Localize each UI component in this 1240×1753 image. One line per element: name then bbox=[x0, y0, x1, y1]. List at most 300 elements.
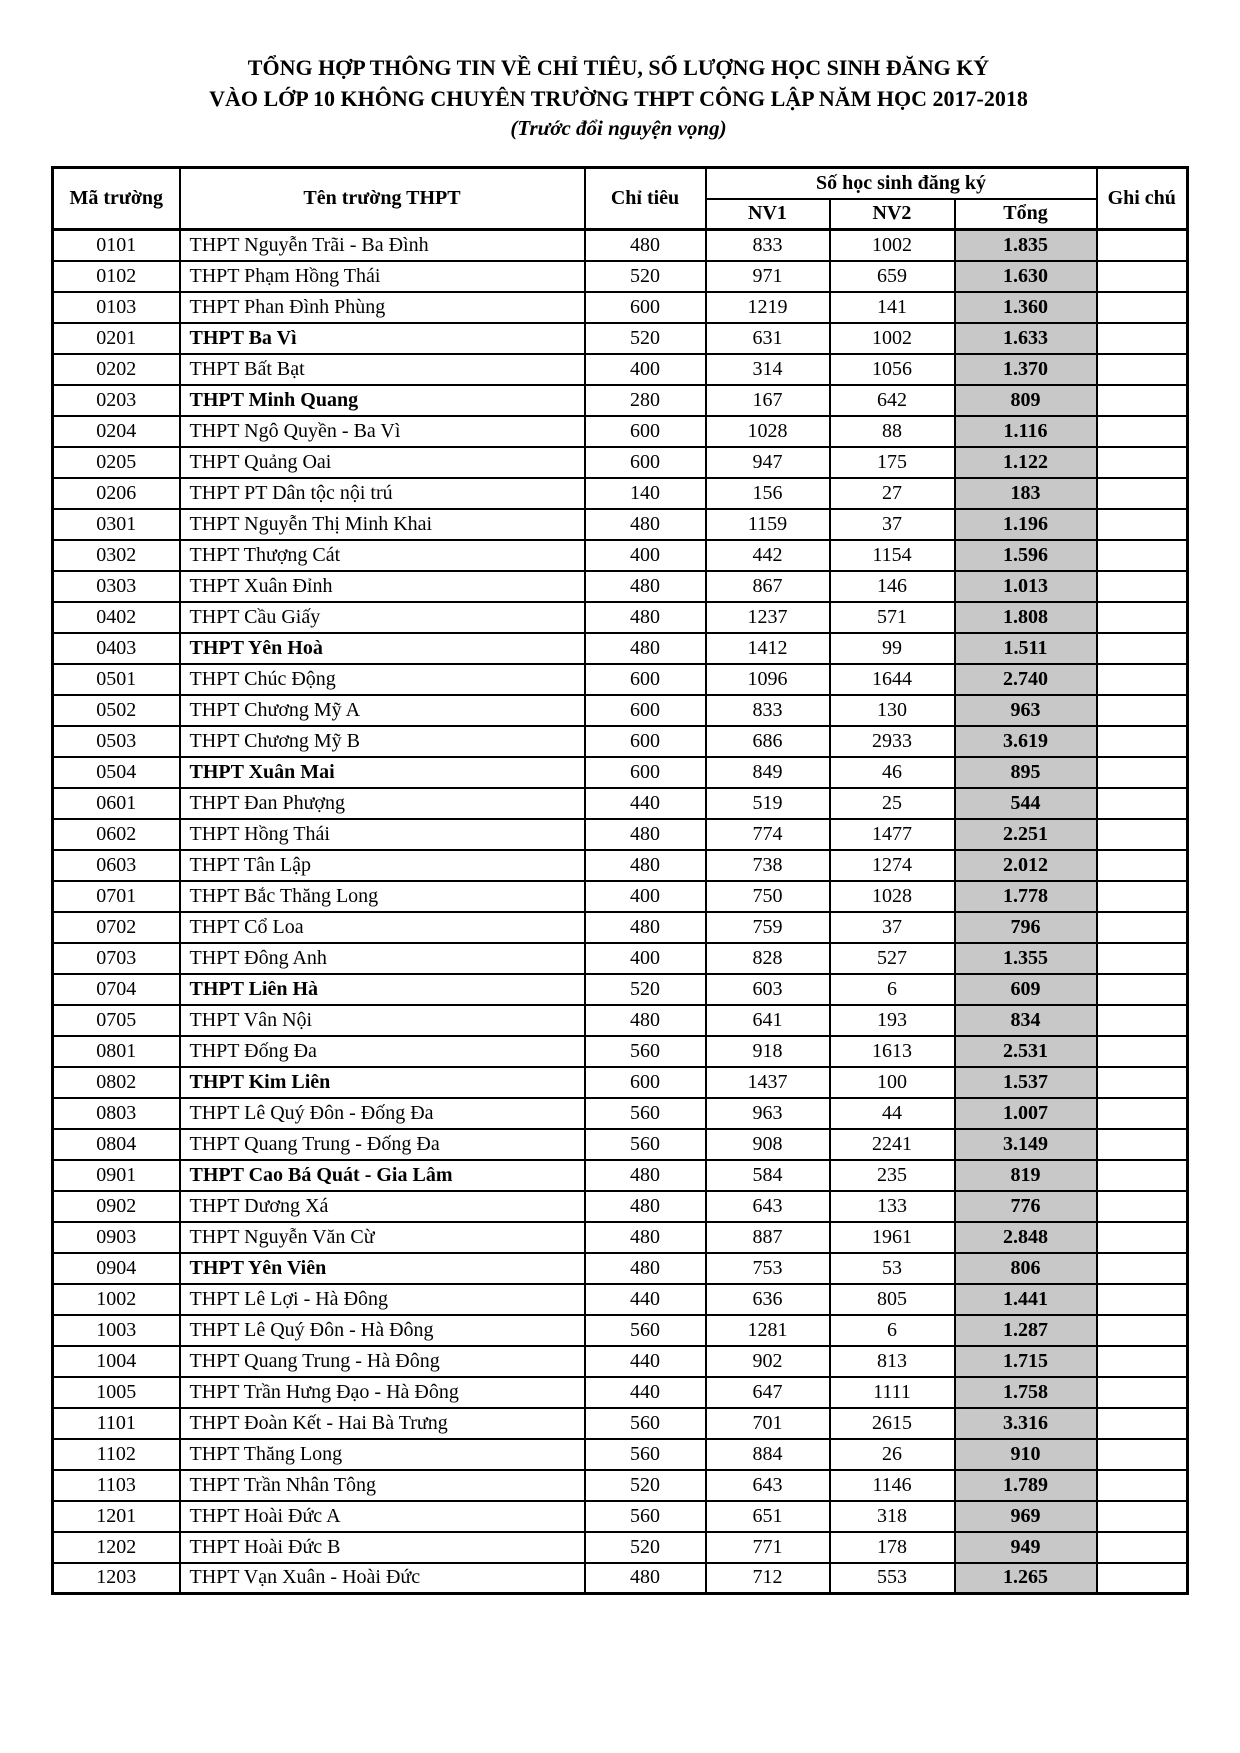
cell-nv1: 1159 bbox=[706, 509, 830, 540]
cell-code: 0704 bbox=[53, 974, 180, 1005]
cell-nv1: 643 bbox=[706, 1191, 830, 1222]
table-row bbox=[53, 1470, 1188, 1501]
cell-code: 0804 bbox=[53, 1129, 180, 1160]
cell-nv2: 805 bbox=[830, 1284, 955, 1315]
cell-quota: 440 bbox=[585, 1284, 706, 1315]
cell-name: THPT Quang Trung - Hà Đông bbox=[180, 1346, 585, 1377]
cell-note bbox=[1097, 788, 1188, 819]
cell-name: THPT Nguyễn Văn Cừ bbox=[180, 1222, 585, 1253]
cell-name: THPT Hoài Đức B bbox=[180, 1532, 585, 1563]
cell-nv2: 27 bbox=[830, 478, 955, 509]
cell-name: THPT Lê Quý Đôn - Hà Đông bbox=[180, 1315, 585, 1346]
cell-nv2: 2615 bbox=[830, 1408, 955, 1439]
cell-total: 895 bbox=[955, 757, 1097, 788]
cell-note bbox=[1097, 726, 1188, 757]
cell-note bbox=[1097, 1222, 1188, 1253]
cell-code: 0103 bbox=[53, 292, 180, 323]
cell-note bbox=[1097, 261, 1188, 292]
cell-name: THPT Vạn Xuân - Hoài Đức bbox=[180, 1563, 585, 1594]
cell-quota: 440 bbox=[585, 1346, 706, 1377]
cell-note bbox=[1097, 292, 1188, 323]
cell-code: 0202 bbox=[53, 354, 180, 385]
cell-quota: 560 bbox=[585, 1408, 706, 1439]
table-row bbox=[53, 664, 1188, 695]
cell-name: THPT Đống Đa bbox=[180, 1036, 585, 1067]
cell-note bbox=[1097, 571, 1188, 602]
cell-name: THPT Ba Vì bbox=[180, 323, 585, 354]
cell-note bbox=[1097, 1315, 1188, 1346]
cell-quota: 480 bbox=[585, 1222, 706, 1253]
cell-nv2: 88 bbox=[830, 416, 955, 447]
cell-nv2: 130 bbox=[830, 695, 955, 726]
cell-total: 3.619 bbox=[955, 726, 1097, 757]
table-row bbox=[53, 571, 1188, 602]
cell-code: 0701 bbox=[53, 881, 180, 912]
table-row bbox=[53, 509, 1188, 540]
cell-code: 1003 bbox=[53, 1315, 180, 1346]
cell-nv2: 2241 bbox=[830, 1129, 955, 1160]
cell-code: 0705 bbox=[53, 1005, 180, 1036]
cell-code: 0903 bbox=[53, 1222, 180, 1253]
cell-total: 1.007 bbox=[955, 1098, 1097, 1129]
cell-quota: 520 bbox=[585, 1532, 706, 1563]
cell-quota: 520 bbox=[585, 974, 706, 1005]
cell-nv1: 753 bbox=[706, 1253, 830, 1284]
cell-quota: 600 bbox=[585, 447, 706, 478]
cell-note bbox=[1097, 1563, 1188, 1594]
cell-quota: 480 bbox=[585, 571, 706, 602]
cell-note bbox=[1097, 416, 1188, 447]
cell-nv2: 1154 bbox=[830, 540, 955, 571]
cell-nv1: 314 bbox=[706, 354, 830, 385]
cell-code: 0702 bbox=[53, 912, 180, 943]
cell-nv2: 2933 bbox=[830, 726, 955, 757]
cell-code: 0502 bbox=[53, 695, 180, 726]
cell-name: THPT Vân Nội bbox=[180, 1005, 585, 1036]
cell-nv1: 884 bbox=[706, 1439, 830, 1470]
cell-nv2: 1146 bbox=[830, 1470, 955, 1501]
cell-note bbox=[1097, 1253, 1188, 1284]
cell-code: 1005 bbox=[53, 1377, 180, 1408]
cell-name: THPT Trần Hưng Đạo - Hà Đông bbox=[180, 1377, 585, 1408]
cell-quota: 600 bbox=[585, 416, 706, 447]
cell-note bbox=[1097, 1439, 1188, 1470]
table-row bbox=[53, 912, 1188, 943]
table-body bbox=[53, 230, 1188, 1594]
table-row bbox=[53, 1129, 1188, 1160]
cell-code: 0203 bbox=[53, 385, 180, 416]
cell-quota: 600 bbox=[585, 726, 706, 757]
cell-quota: 440 bbox=[585, 1377, 706, 1408]
cell-nv1: 771 bbox=[706, 1532, 830, 1563]
cell-total: 834 bbox=[955, 1005, 1097, 1036]
table-row bbox=[53, 602, 1188, 633]
cell-note bbox=[1097, 881, 1188, 912]
cell-code: 0601 bbox=[53, 788, 180, 819]
table-row bbox=[53, 416, 1188, 447]
cell-nv2: 146 bbox=[830, 571, 955, 602]
cell-nv1: 519 bbox=[706, 788, 830, 819]
cell-name: THPT Hồng Thái bbox=[180, 819, 585, 850]
cell-nv2: 1111 bbox=[830, 1377, 955, 1408]
table-row bbox=[53, 633, 1188, 664]
cell-quota: 600 bbox=[585, 757, 706, 788]
cell-name: THPT Lê Quý Đôn - Đống Đa bbox=[180, 1098, 585, 1129]
table-row bbox=[53, 974, 1188, 1005]
cell-name: THPT Đan Phượng bbox=[180, 788, 585, 819]
cell-name: THPT Bắc Thăng Long bbox=[180, 881, 585, 912]
cell-nv2: 37 bbox=[830, 912, 955, 943]
cell-total: 544 bbox=[955, 788, 1097, 819]
cell-code: 1101 bbox=[53, 1408, 180, 1439]
cell-quota: 480 bbox=[585, 230, 706, 261]
cell-quota: 480 bbox=[585, 912, 706, 943]
cell-total: 809 bbox=[955, 385, 1097, 416]
cell-code: 1202 bbox=[53, 1532, 180, 1563]
cell-note bbox=[1097, 912, 1188, 943]
cell-name: THPT Nguyễn Trãi - Ba Đình bbox=[180, 230, 585, 261]
cell-nv1: 1219 bbox=[706, 292, 830, 323]
cell-total: 1.808 bbox=[955, 602, 1097, 633]
table-row bbox=[53, 230, 1188, 261]
cell-nv2: 553 bbox=[830, 1563, 955, 1594]
cell-name: THPT Phan Đình Phùng bbox=[180, 292, 585, 323]
cell-note bbox=[1097, 1160, 1188, 1191]
cell-code: 0503 bbox=[53, 726, 180, 757]
cell-total: 1.360 bbox=[955, 292, 1097, 323]
cell-code: 1102 bbox=[53, 1439, 180, 1470]
cell-nv1: 902 bbox=[706, 1346, 830, 1377]
cell-nv2: 1613 bbox=[830, 1036, 955, 1067]
cell-nv2: 1961 bbox=[830, 1222, 955, 1253]
cell-nv1: 647 bbox=[706, 1377, 830, 1408]
cell-name: THPT Xuân Đỉnh bbox=[180, 571, 585, 602]
cell-nv2: 642 bbox=[830, 385, 955, 416]
cell-quota: 480 bbox=[585, 1005, 706, 1036]
cell-quota: 600 bbox=[585, 292, 706, 323]
cell-nv1: 686 bbox=[706, 726, 830, 757]
header-registered-group: Số học sinh đăng ký bbox=[706, 168, 1097, 199]
cell-nv1: 584 bbox=[706, 1160, 830, 1191]
cell-code: 0402 bbox=[53, 602, 180, 633]
cell-code: 0504 bbox=[53, 757, 180, 788]
table-row bbox=[53, 850, 1188, 881]
cell-total: 2.740 bbox=[955, 664, 1097, 695]
cell-nv1: 971 bbox=[706, 261, 830, 292]
cell-code: 0501 bbox=[53, 664, 180, 695]
cell-note bbox=[1097, 664, 1188, 695]
cell-quota: 400 bbox=[585, 354, 706, 385]
table-row bbox=[53, 819, 1188, 850]
cell-code: 0102 bbox=[53, 261, 180, 292]
cell-nv2: 6 bbox=[830, 974, 955, 1005]
cell-code: 1203 bbox=[53, 1563, 180, 1594]
cell-total: 1.013 bbox=[955, 571, 1097, 602]
cell-code: 1201 bbox=[53, 1501, 180, 1532]
cell-code: 0602 bbox=[53, 819, 180, 850]
cell-nv1: 963 bbox=[706, 1098, 830, 1129]
cell-nv2: 44 bbox=[830, 1098, 955, 1129]
cell-name: THPT Phạm Hồng Thái bbox=[180, 261, 585, 292]
cell-nv1: 701 bbox=[706, 1408, 830, 1439]
cell-total: 1.758 bbox=[955, 1377, 1097, 1408]
cell-name: THPT Quang Trung - Đống Đa bbox=[180, 1129, 585, 1160]
table-row bbox=[53, 1439, 1188, 1470]
cell-nv1: 631 bbox=[706, 323, 830, 354]
cell-name: THPT Cao Bá Quát - Gia Lâm bbox=[180, 1160, 585, 1191]
cell-nv1: 1096 bbox=[706, 664, 830, 695]
title-line-1: TỔNG HỢP THÔNG TIN VỀ CHỈ TIÊU, SỐ LƯỢNG HỌC SINH ĐĂNG KÝ bbox=[247, 55, 990, 80]
cell-note bbox=[1097, 1036, 1188, 1067]
cell-nv2: 813 bbox=[830, 1346, 955, 1377]
cell-total: 1.196 bbox=[955, 509, 1097, 540]
table-row bbox=[53, 1563, 1188, 1594]
cell-note bbox=[1097, 1346, 1188, 1377]
cell-nv1: 828 bbox=[706, 943, 830, 974]
cell-code: 0302 bbox=[53, 540, 180, 571]
cell-name: THPT Quảng Oai bbox=[180, 447, 585, 478]
header-total: Tổng bbox=[955, 199, 1097, 230]
cell-nv2: 1644 bbox=[830, 664, 955, 695]
header-school-name: Tên trường THPT bbox=[180, 168, 585, 230]
cell-total: 2.531 bbox=[955, 1036, 1097, 1067]
cell-total: 1.835 bbox=[955, 230, 1097, 261]
table-row bbox=[53, 1284, 1188, 1315]
cell-total: 609 bbox=[955, 974, 1097, 1005]
cell-note bbox=[1097, 602, 1188, 633]
cell-code: 0403 bbox=[53, 633, 180, 664]
cell-note bbox=[1097, 850, 1188, 881]
cell-quota: 140 bbox=[585, 478, 706, 509]
cell-nv2: 141 bbox=[830, 292, 955, 323]
table-row bbox=[53, 447, 1188, 478]
cell-note bbox=[1097, 385, 1188, 416]
cell-quota: 560 bbox=[585, 1501, 706, 1532]
title-subtitle: (Trước đổi nguyện vọng) bbox=[510, 116, 727, 140]
cell-name: THPT Dương Xá bbox=[180, 1191, 585, 1222]
cell-nv1: 908 bbox=[706, 1129, 830, 1160]
cell-total: 2.251 bbox=[955, 819, 1097, 850]
title-line-2: VÀO LỚP 10 KHÔNG CHUYÊN TRƯỜNG THPT CÔNG LẬP NĂM HỌC 2017-2018 bbox=[209, 86, 1028, 111]
cell-name: THPT Đông Anh bbox=[180, 943, 585, 974]
cell-note bbox=[1097, 323, 1188, 354]
cell-total: 819 bbox=[955, 1160, 1097, 1191]
cell-total: 949 bbox=[955, 1532, 1097, 1563]
document-title bbox=[51, 52, 1186, 142]
cell-code: 0201 bbox=[53, 323, 180, 354]
cell-nv2: 175 bbox=[830, 447, 955, 478]
cell-name: THPT Xuân Mai bbox=[180, 757, 585, 788]
table-row bbox=[53, 943, 1188, 974]
cell-note bbox=[1097, 1129, 1188, 1160]
cell-total: 1.789 bbox=[955, 1470, 1097, 1501]
cell-quota: 480 bbox=[585, 850, 706, 881]
cell-nv1: 442 bbox=[706, 540, 830, 571]
cell-note bbox=[1097, 1284, 1188, 1315]
cell-nv1: 636 bbox=[706, 1284, 830, 1315]
cell-note bbox=[1097, 1532, 1188, 1563]
cell-nv1: 1237 bbox=[706, 602, 830, 633]
cell-name: THPT Trần Nhân Tông bbox=[180, 1470, 585, 1501]
cell-name: THPT Tân Lập bbox=[180, 850, 585, 881]
table-row bbox=[53, 1315, 1188, 1346]
cell-name: THPT Minh Quang bbox=[180, 385, 585, 416]
cell-total: 910 bbox=[955, 1439, 1097, 1470]
cell-quota: 560 bbox=[585, 1129, 706, 1160]
cell-name: THPT Liên Hà bbox=[180, 974, 585, 1005]
cell-quota: 600 bbox=[585, 695, 706, 726]
cell-total: 1.537 bbox=[955, 1067, 1097, 1098]
cell-nv1: 867 bbox=[706, 571, 830, 602]
cell-nv1: 156 bbox=[706, 478, 830, 509]
cell-code: 0901 bbox=[53, 1160, 180, 1191]
cell-nv1: 849 bbox=[706, 757, 830, 788]
cell-nv1: 167 bbox=[706, 385, 830, 416]
table-row bbox=[53, 1377, 1188, 1408]
cell-name: THPT Ngô Quyền - Ba Vì bbox=[180, 416, 585, 447]
cell-quota: 280 bbox=[585, 385, 706, 416]
cell-total: 1.630 bbox=[955, 261, 1097, 292]
cell-name: THPT Chương Mỹ A bbox=[180, 695, 585, 726]
cell-nv2: 235 bbox=[830, 1160, 955, 1191]
cell-quota: 480 bbox=[585, 1160, 706, 1191]
cell-nv2: 53 bbox=[830, 1253, 955, 1284]
header-nv2: NV2 bbox=[830, 199, 955, 230]
cell-quota: 600 bbox=[585, 1067, 706, 1098]
header-nv1: NV1 bbox=[706, 199, 830, 230]
cell-nv1: 774 bbox=[706, 819, 830, 850]
cell-quota: 400 bbox=[585, 540, 706, 571]
cell-total: 1.122 bbox=[955, 447, 1097, 478]
cell-quota: 400 bbox=[585, 881, 706, 912]
table-row bbox=[53, 1067, 1188, 1098]
table-row bbox=[53, 757, 1188, 788]
cell-nv2: 6 bbox=[830, 1315, 955, 1346]
cell-total: 3.149 bbox=[955, 1129, 1097, 1160]
cell-note bbox=[1097, 230, 1188, 261]
cell-code: 0206 bbox=[53, 478, 180, 509]
cell-nv2: 133 bbox=[830, 1191, 955, 1222]
table-row bbox=[53, 1222, 1188, 1253]
table-row bbox=[53, 1532, 1188, 1563]
cell-name: THPT Yên Viên bbox=[180, 1253, 585, 1284]
cell-nv1: 651 bbox=[706, 1501, 830, 1532]
table-row bbox=[53, 323, 1188, 354]
cell-quota: 560 bbox=[585, 1098, 706, 1129]
cell-total: 183 bbox=[955, 478, 1097, 509]
cell-nv2: 46 bbox=[830, 757, 955, 788]
cell-total: 806 bbox=[955, 1253, 1097, 1284]
table-row bbox=[53, 1160, 1188, 1191]
cell-code: 0904 bbox=[53, 1253, 180, 1284]
cell-nv1: 750 bbox=[706, 881, 830, 912]
cell-total: 1.633 bbox=[955, 323, 1097, 354]
cell-nv1: 1437 bbox=[706, 1067, 830, 1098]
cell-nv1: 643 bbox=[706, 1470, 830, 1501]
cell-note bbox=[1097, 478, 1188, 509]
cell-nv1: 738 bbox=[706, 850, 830, 881]
cell-total: 2.848 bbox=[955, 1222, 1097, 1253]
cell-note bbox=[1097, 1191, 1188, 1222]
cell-note bbox=[1097, 447, 1188, 478]
cell-name: THPT Hoài Đức A bbox=[180, 1501, 585, 1532]
cell-code: 0204 bbox=[53, 416, 180, 447]
table-row bbox=[53, 354, 1188, 385]
cell-note bbox=[1097, 757, 1188, 788]
cell-nv2: 1002 bbox=[830, 323, 955, 354]
cell-name: THPT Thăng Long bbox=[180, 1439, 585, 1470]
cell-quota: 480 bbox=[585, 509, 706, 540]
cell-nv1: 712 bbox=[706, 1563, 830, 1594]
cell-nv2: 527 bbox=[830, 943, 955, 974]
cell-code: 0603 bbox=[53, 850, 180, 881]
cell-nv2: 99 bbox=[830, 633, 955, 664]
cell-note bbox=[1097, 354, 1188, 385]
cell-quota: 440 bbox=[585, 788, 706, 819]
table-row bbox=[53, 1005, 1188, 1036]
table-row bbox=[53, 1501, 1188, 1532]
cell-nv2: 178 bbox=[830, 1532, 955, 1563]
header-school-code: Mã trường bbox=[53, 168, 180, 230]
cell-total: 1.370 bbox=[955, 354, 1097, 385]
table-row bbox=[53, 726, 1188, 757]
cell-name: THPT Thượng Cát bbox=[180, 540, 585, 571]
header-note: Ghi chú bbox=[1097, 168, 1188, 230]
table-header bbox=[53, 168, 1188, 230]
cell-nv2: 659 bbox=[830, 261, 955, 292]
cell-nv2: 318 bbox=[830, 1501, 955, 1532]
cell-name: THPT Chúc Động bbox=[180, 664, 585, 695]
cell-nv2: 1274 bbox=[830, 850, 955, 881]
cell-note bbox=[1097, 1377, 1188, 1408]
cell-note bbox=[1097, 943, 1188, 974]
cell-quota: 560 bbox=[585, 1315, 706, 1346]
cell-code: 1103 bbox=[53, 1470, 180, 1501]
cell-code: 0803 bbox=[53, 1098, 180, 1129]
cell-quota: 480 bbox=[585, 633, 706, 664]
cell-quota: 520 bbox=[585, 323, 706, 354]
cell-quota: 600 bbox=[585, 664, 706, 695]
cell-note bbox=[1097, 540, 1188, 571]
cell-total: 3.316 bbox=[955, 1408, 1097, 1439]
cell-total: 1.715 bbox=[955, 1346, 1097, 1377]
cell-nv1: 1412 bbox=[706, 633, 830, 664]
cell-name: THPT Yên Hoà bbox=[180, 633, 585, 664]
table-row bbox=[53, 385, 1188, 416]
cell-name: THPT Chương Mỹ B bbox=[180, 726, 585, 757]
cell-quota: 480 bbox=[585, 602, 706, 633]
table-row bbox=[53, 1408, 1188, 1439]
cell-name: THPT Đoàn Kết - Hai Bà Trưng bbox=[180, 1408, 585, 1439]
cell-name: THPT Kim Liên bbox=[180, 1067, 585, 1098]
cell-nv2: 26 bbox=[830, 1439, 955, 1470]
cell-code: 0703 bbox=[53, 943, 180, 974]
cell-note bbox=[1097, 819, 1188, 850]
cell-name: THPT Cầu Giấy bbox=[180, 602, 585, 633]
cell-code: 0205 bbox=[53, 447, 180, 478]
cell-total: 2.012 bbox=[955, 850, 1097, 881]
cell-code: 0902 bbox=[53, 1191, 180, 1222]
header-quota: Chỉ tiêu bbox=[585, 168, 706, 230]
cell-code: 1002 bbox=[53, 1284, 180, 1315]
cell-nv2: 25 bbox=[830, 788, 955, 819]
cell-name: THPT PT Dân tộc nội trú bbox=[180, 478, 585, 509]
cell-code: 0303 bbox=[53, 571, 180, 602]
cell-code: 0301 bbox=[53, 509, 180, 540]
cell-quota: 480 bbox=[585, 1563, 706, 1594]
cell-total: 1.287 bbox=[955, 1315, 1097, 1346]
table-row bbox=[53, 1346, 1188, 1377]
